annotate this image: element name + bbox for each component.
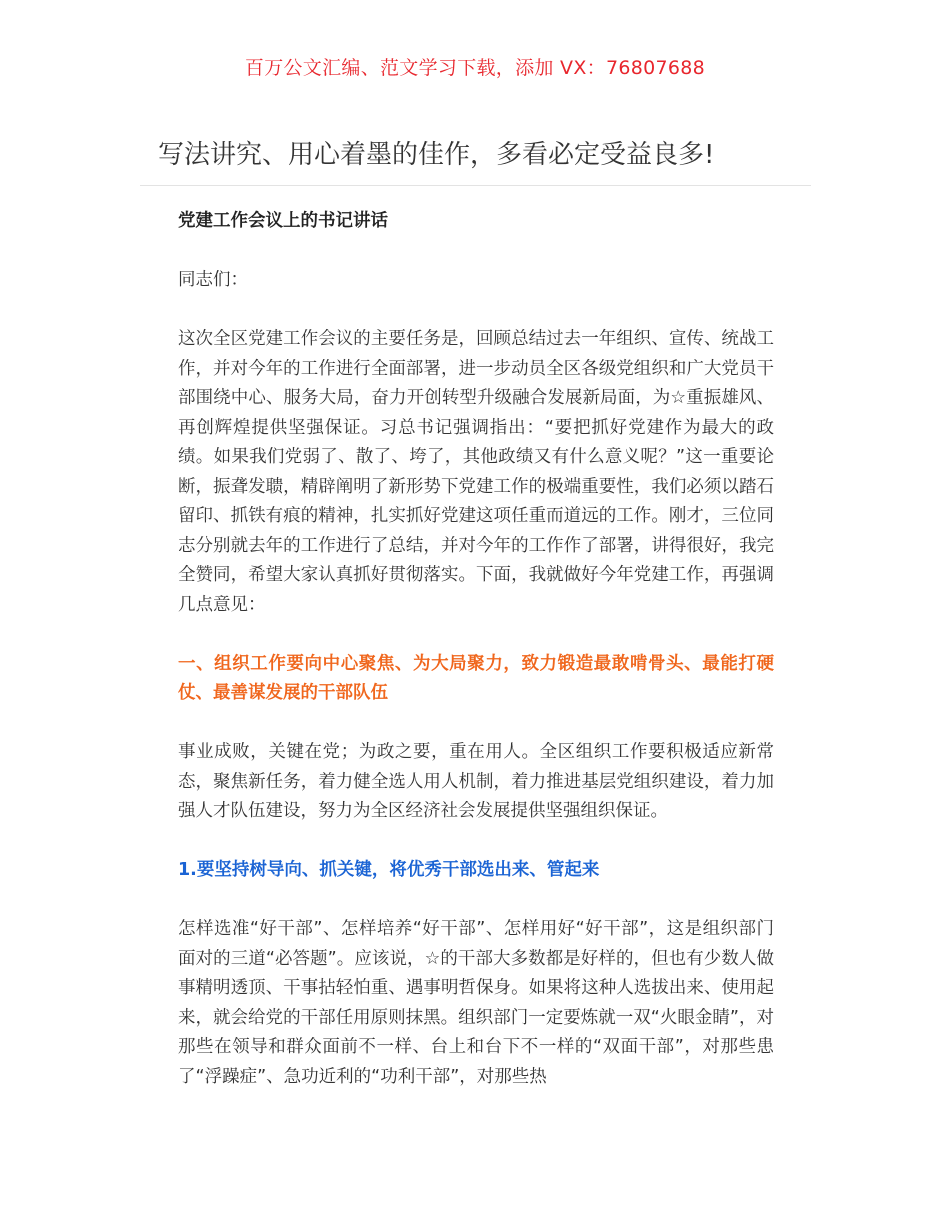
page-headline: 写法讲究、用心着墨的佳作，多看必定受益良多!	[158, 140, 715, 170]
paragraph-intro: 这次全区党建工作会议的主要任务是，回顾总结过去一年组织、宣传、统战工作，并对今年的工作进行全面部署，进一步动员全区各级党组织和广大党员干部围绕中心、服务大局，奋力开创转型升级融合发展新局面，为☆重振雄风、再创辉煌提供坚强保证。习总书记强调指出：“要把抓好党建作为最大的政绩。如果我们党弱了、散了、垮了，其他政绩又有什么意义呢？”这一重要论断，振聋发聩，精辟阐明了新形势下党建工作的极端重要性，我们必须以踏石留印、抓铁有痕的精神，扎实抓好党建这项任重而道远的工作。刚才，三位同志分别就去年的工作进行了总结，并对今年的工作作了部署，讲得很好，我完全赞同，希望大家认真抓好贯彻落实。下面，我就做好今年党建工作，再强调几点意见：	[178, 329, 774, 615]
salutation: 同志们：	[178, 270, 248, 290]
paragraph-section-1: 事业成败，关键在党；为政之要，重在用人。全区组织工作要积极适应新常态，聚焦新任务，着力健全选人用人机制，着力推进基层党组织建设，着力加强人才队伍建设，努力为全区经济社会发展提供坚强组织保证。	[178, 742, 774, 821]
section-heading-1: 一、组织工作要向中心聚焦、为大局聚力，致力锻造最敢啃骨头、最能打硬仗、最善谋发展的干部队伍	[178, 653, 774, 703]
article-title: 党建工作会议上的书记讲话	[178, 211, 388, 231]
paragraph-subsection-1: 怎样选准“好干部”、怎样培养“好干部”、怎样用好“好干部”，这是组织部门面对的三道“必答题”。应该说，☆的干部大多数都是好样的，但也有少数人做事精明透顶、干事拈轻怕重、遇事明哲保身。如果将这种人选拔出来、使用起来，就会给党的干部任用原则抹黑。组织部门一定要炼就一双“火眼金睛”，对那些在领导和群众面前不一样、台上和台下不一样的“双面干部”，对那些患了“浮躁症”、急功近利的“功利干部”，对那些热	[178, 919, 774, 1087]
subsection-heading-1: 1.要坚持树导向、抓关键，将优秀干部选出来、管起来	[178, 860, 600, 880]
header-divider	[140, 185, 811, 186]
promo-banner: 百万公文汇编、范文学习下载，添加 VX：76807688	[244, 57, 706, 79]
article-body	[178, 207, 774, 1122]
